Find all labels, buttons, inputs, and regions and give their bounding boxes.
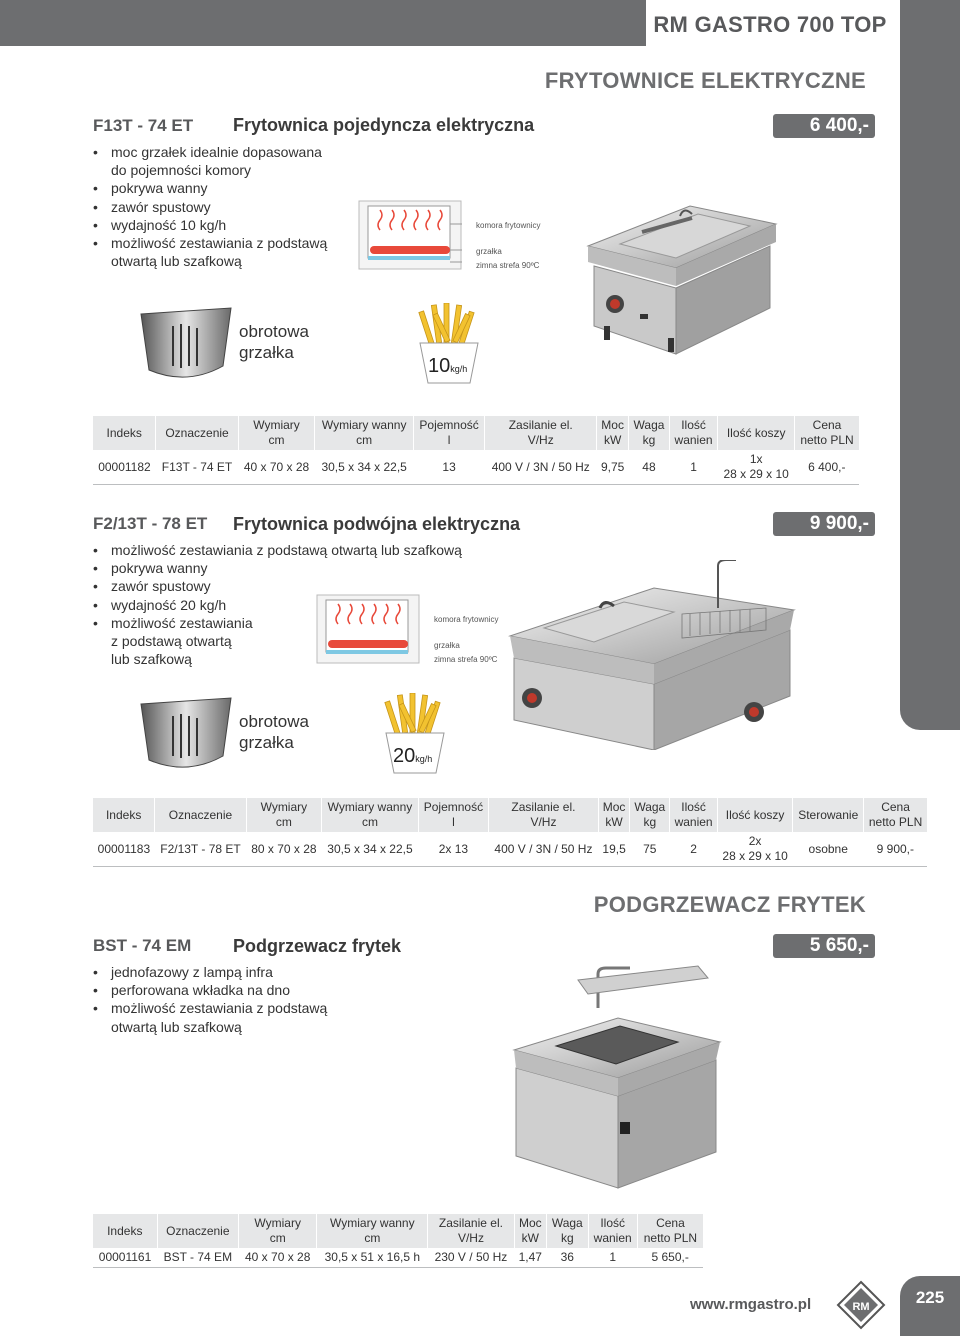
column-header: Wymiary wanny cm	[322, 798, 419, 832]
table-cell: 00001161	[93, 1248, 157, 1268]
spec-table	[93, 1214, 703, 1268]
list-item: • moc grzałek idealnie dopasowana do pojemności komory	[93, 143, 363, 179]
column-header: Ilość wanien	[670, 798, 718, 832]
spec-table	[93, 416, 859, 485]
table-cell: 230 V / 50 Hz	[428, 1248, 514, 1268]
rotating-heater-label: obrotowa grzałka	[239, 712, 309, 752]
column-header: Ilość koszy	[717, 798, 792, 832]
label-chamber: komora frytownicy	[434, 615, 499, 624]
column-header: Wymiary cm	[246, 798, 321, 832]
list-item: • pokrywa wanny	[93, 559, 513, 577]
feature-list	[93, 143, 363, 270]
product-name: Frytownica podwójna elektryczna	[233, 514, 521, 534]
section-title-warmer: PODGRZEWACZ FRYTEK	[593, 892, 866, 917]
column-header: Wymiary cm	[238, 416, 315, 450]
table-cell: 1	[588, 1248, 637, 1268]
column-header: Wymiary cm	[239, 1214, 317, 1248]
price-badge: 6 400,-	[773, 114, 875, 138]
column-header: Sterowanie	[793, 798, 864, 832]
fries-warmer-photo	[508, 960, 724, 1190]
product-name: Podgrzewacz frytek	[233, 936, 402, 956]
table-header-row	[93, 416, 859, 450]
page-number: 225	[900, 1276, 960, 1336]
label-chamber: komora frytownicy	[476, 221, 541, 230]
column-header: Moc kW	[514, 1214, 546, 1248]
capacity-label: 20kg/h	[393, 745, 433, 767]
table-cell: 2x 13	[418, 832, 488, 867]
table-cell: 1	[669, 450, 717, 485]
column-header: Zasilanie el. V/Hz	[488, 798, 598, 832]
column-header: Moc kW	[597, 416, 629, 450]
column-header: Zasilanie el. V/Hz	[485, 416, 597, 450]
price-badge: 9 900,-	[773, 512, 875, 536]
product-code: BST - 74 EM	[93, 936, 192, 955]
product-name: Frytownica pojedyncza elektryczna	[233, 115, 535, 135]
table-header-row	[93, 1214, 703, 1248]
column-header: Cena netto PLN	[637, 1214, 703, 1248]
column-header: Oznaczenie	[157, 1214, 239, 1248]
fryer-chamber-diagram	[316, 594, 420, 664]
table-cell: 2	[670, 832, 718, 867]
table-cell: 30,5 x 51 x 16,5 h	[317, 1248, 428, 1268]
table-cell: F13T - 74 ET	[156, 450, 238, 485]
column-header: Ilość wanien	[669, 416, 717, 450]
table-cell: 00001183	[93, 832, 155, 867]
list-item: • możliwość zestawiania z podstawą otwartą lub szafkową	[93, 999, 393, 1035]
table-header-row	[93, 798, 927, 832]
table-cell: 13	[413, 450, 484, 485]
column-header: Oznaczenie	[155, 798, 246, 832]
logo-text: RM	[852, 1301, 870, 1313]
table-row	[93, 1248, 703, 1268]
column-header: Oznaczenie	[156, 416, 238, 450]
list-item: • perforowana wkładka na dno	[93, 981, 393, 999]
rm-gastro-logo	[836, 1280, 886, 1330]
capacity-label: 10kg/h	[428, 355, 468, 377]
label-cold-zone: zimna strefa 90ºC	[476, 261, 540, 270]
product-code: F2/13T - 78 ET	[93, 514, 208, 533]
column-header: Waga kg	[630, 798, 670, 832]
list-item: • możliwość zestawiania z podstawą otwartą lub szafkową	[93, 234, 363, 270]
table-cell: 1,47	[514, 1248, 546, 1268]
column-header: Waga kg	[629, 416, 670, 450]
table-cell: 1x 28 x 29 x 10	[718, 450, 795, 485]
table-cell: 40 x 70 x 28	[239, 1248, 317, 1268]
column-header: Wymiary wanny cm	[315, 416, 413, 450]
table-cell: 2x 28 x 29 x 10	[717, 832, 792, 867]
double-fryer-photo	[504, 560, 796, 750]
section-title-fryers: FRYTOWNICE ELEKTRYCZNE	[544, 68, 866, 93]
column-header: Cena netto PLN	[864, 798, 927, 832]
table-cell: 30,5 x 34 x 22,5	[322, 832, 419, 867]
list-item: • wydajność 10 kg/h	[93, 216, 363, 234]
side-band	[900, 0, 960, 730]
rotating-heater-photo	[137, 306, 235, 384]
table-cell: 80 x 70 x 28	[246, 832, 321, 867]
single-fryer-photo	[580, 186, 780, 356]
list-item: • możliwość zestawiania z podstawą otwartą lub szafkową	[93, 614, 513, 669]
table-cell: 75	[630, 832, 670, 867]
product-code: F13T - 74 ET	[93, 116, 194, 135]
table-cell: osobne	[793, 832, 864, 867]
feature-list	[93, 963, 393, 1036]
table-row	[93, 450, 859, 485]
rotating-heater-label: obrotowa grzałka	[239, 322, 309, 362]
rotating-heater-photo	[137, 696, 235, 774]
column-header: Indeks	[93, 798, 155, 832]
table-cell: 48	[629, 450, 670, 485]
column-header: Cena netto PLN	[795, 416, 859, 450]
price-badge: 5 650,-	[773, 934, 875, 958]
table-cell: 9 900,-	[864, 832, 927, 867]
table-cell: 9,75	[597, 450, 629, 485]
table-cell: 30,5 x 34 x 22,5	[315, 450, 413, 485]
column-header: Indeks	[93, 416, 156, 450]
list-item: • wydajność 20 kg/h	[93, 596, 513, 614]
brand-title: RM GASTRO 700 TOP	[653, 12, 887, 37]
table-cell: 19,5	[598, 832, 629, 867]
column-header: Moc kW	[598, 798, 629, 832]
fryer-chamber-diagram	[358, 200, 462, 270]
table-cell: 400 V / 3N / 50 Hz	[485, 450, 597, 485]
label-heater: grzałka	[476, 247, 502, 256]
table-cell: 40 x 70 x 28	[238, 450, 315, 485]
column-header: Pojemność l	[418, 798, 488, 832]
table-cell: 36	[547, 1248, 589, 1268]
column-header: Zasilanie el. V/Hz	[428, 1214, 514, 1248]
list-item: • jednofazowy z lampą infra	[93, 963, 393, 981]
website-link[interactable]: www.rmgastro.pl	[690, 1296, 812, 1313]
list-item: • zawór spustowy	[93, 198, 363, 216]
column-header: Wymiary wanny cm	[317, 1214, 428, 1248]
list-item: • pokrywa wanny	[93, 179, 363, 197]
table-cell: 00001182	[93, 450, 156, 485]
table-cell: BST - 74 EM	[157, 1248, 239, 1268]
table-cell: 400 V / 3N / 50 Hz	[488, 832, 598, 867]
table-cell: 6 400,-	[795, 450, 859, 485]
column-header: Waga kg	[547, 1214, 589, 1248]
list-item: • możliwość zestawiania z podstawą otwartą lub szafkową	[93, 541, 513, 559]
column-header: Ilość wanien	[588, 1214, 637, 1248]
list-item: • zawór spustowy	[93, 577, 513, 595]
spec-table	[93, 798, 927, 867]
label-heater: grzałka	[434, 641, 460, 650]
column-header: Indeks	[93, 1214, 157, 1248]
table-cell: F2/13T - 78 ET	[155, 832, 246, 867]
column-header: Pojemność l	[413, 416, 484, 450]
label-cold-zone: zimna strefa 90ºC	[434, 655, 498, 664]
column-header: Ilość koszy	[718, 416, 795, 450]
table-row	[93, 832, 927, 867]
table-cell: 5 650,-	[637, 1248, 703, 1268]
